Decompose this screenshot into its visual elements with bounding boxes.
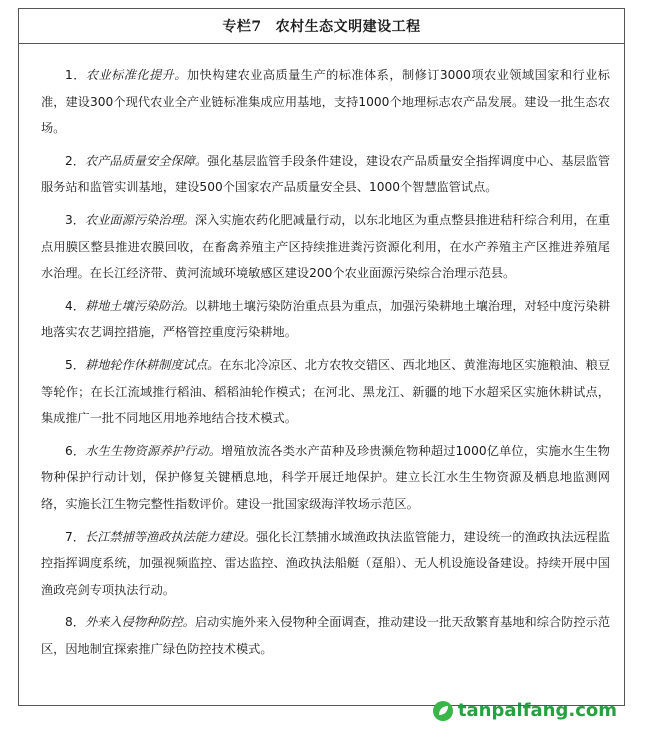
item-text: 加快构建农业高质量生产的标准体系，制修订3000项农业领域国家和行业标准，建设300个现代农业全产业链标准集成应用基地，支持1000个地理标志农产品发展。建设一批生态农场。 (41, 68, 610, 136)
item-lead: 耕地土壤污染防治。 (85, 298, 195, 313)
item-number: 3． (65, 212, 85, 227)
item-lead: 农业面源污染治理。 (85, 212, 195, 227)
item-text: 强化长江禁捕水域渔政执法监管能力，建设统一的渔政执法远程监控指挥调度系统，加强视频监控、雷达监控、渔政执法船艇（趸船）、无人机设施设备建设。持续开展中国渔政亮剑专项执法行动。 (41, 529, 611, 597)
item-number: 2． (65, 153, 85, 168)
list-item (41, 609, 610, 662)
column-title (19, 9, 624, 44)
list-item (41, 207, 610, 287)
item-text: 增殖放流各类水产苗种及珍贵濒危物种超过1000亿单位，实施水生生物物种保护行动计划，保护修复关键栖息地，科学开展迁地保护。建立长江水生生物资源及栖息地监测网络，实施长江生物完整性指数评价。建设一批国家级海洋牧场示范区。 (41, 443, 610, 511)
list-item (41, 293, 610, 346)
column-title-text: 农村生态文明建设工程 (275, 19, 421, 35)
item-number: 6． (65, 443, 86, 458)
item-text: 以耕地土壤污染防治重点县为重点，加强污染耕地土壤治理，对轻中度污染耕地落实农艺调控措施，严格管控重度污染耕地。 (41, 298, 611, 340)
item-number: 5． (65, 357, 85, 372)
column-number: 专栏7 (222, 19, 262, 35)
item-number: 7． (65, 529, 85, 544)
watermark-text: tanpaifang.com (457, 700, 617, 721)
column-box (18, 8, 625, 706)
site-watermark[interactable] (433, 700, 617, 721)
list-item (41, 524, 610, 604)
list-item (41, 352, 610, 432)
list-item (41, 148, 610, 201)
item-lead: 外来入侵物种防控。 (85, 615, 195, 630)
list-item (41, 438, 610, 518)
item-lead: 耕地轮作休耕制度试点。 (85, 357, 220, 372)
leaf-logo-icon (433, 701, 453, 721)
item-number: 8． (65, 615, 85, 630)
item-number: 1． (65, 68, 86, 82)
item-number: 4． (65, 298, 85, 313)
item-lead: 长江禁捕等渔政执法能力建设。 (85, 529, 256, 544)
item-lead: 农业标准化提升。 (85, 68, 188, 82)
item-text: 在东北冷凉区、北方农牧交错区、西北地区、黄淮海地区实施粮油、粮豆等轮作；在长江流域推行稻油、稻稻油轮作模式；在河北、黑龙江、新疆的地下水超采区实施休耕试点，集成推广一批不同地区用地养地结合技术模式。 (41, 357, 611, 426)
item-lead: 水生生物资源养护行动。 (85, 443, 222, 458)
item-text: 深入实施农药化肥减量行动，以东北地区为重点整县推进秸秆综合利用，在重点用膜区整县推进农膜回收，在畜禽养殖主产区持续推进粪污资源化利用，在水产养殖主产区推进养殖尾水治理。在长江经济带、黄河流域环境敏感区建设200个农业面源污染综合治理示范县。 (41, 212, 611, 281)
item-lead: 农产品质量安全保障。 (85, 153, 208, 168)
column-content (19, 44, 624, 662)
list-item (41, 62, 610, 142)
item-text: 启动实施外来入侵物种全面调查，推动建设一批天敌繁育基地和综合防控示范区，因地制宜探索推广绿色防控技术模式。 (41, 615, 611, 656)
item-text: 强化基层监管手段条件建设，建设农产品质量安全指挥调度中心、基层监管服务站和监管实训基地，建设500个国家农产品质量安全县、1000个智慧监管试点。 (41, 153, 611, 195)
